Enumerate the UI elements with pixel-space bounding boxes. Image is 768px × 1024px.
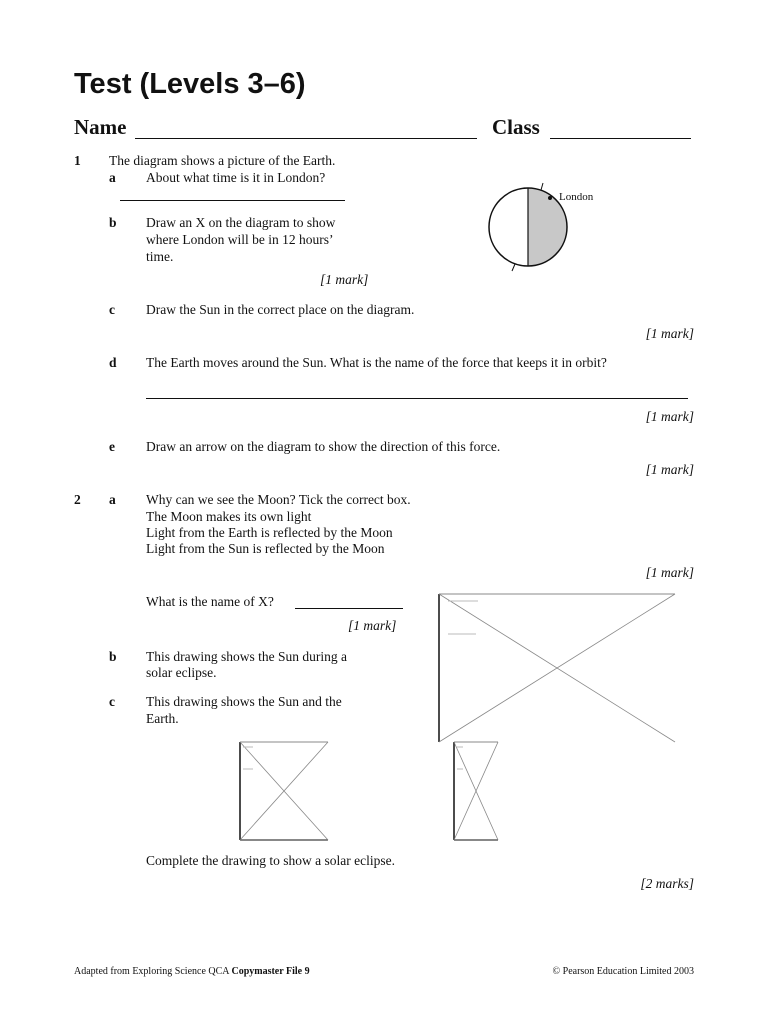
q2a-mark: [1 mark]	[645, 565, 694, 580]
q1-number: 1	[74, 153, 81, 168]
q2a-letter: a	[109, 492, 116, 507]
q1-intro: The diagram shows a picture of the Earth.	[109, 153, 336, 168]
q1c-text: Draw the Sun in the correct place on the diagram.	[146, 302, 415, 317]
footer-left	[74, 966, 310, 977]
q1c-mark: [1 mark]	[645, 326, 694, 341]
earth-diagram[interactable]	[470, 178, 610, 268]
q1c-letter: c	[109, 302, 115, 317]
q1e-mark: [1 mark]	[645, 462, 694, 477]
q2c-letter: c	[109, 694, 115, 709]
q1a-answer-line[interactable]	[120, 200, 345, 201]
q1a-text: About what time is it in London?	[146, 170, 326, 185]
q1b-letter: b	[109, 215, 117, 230]
name-label: Name	[74, 115, 127, 139]
q2a-x-mark: [1 mark]	[348, 618, 397, 633]
q2b-line-2: solar eclipse.	[146, 665, 217, 680]
class-label: Class	[492, 115, 540, 139]
footer-left-prefix: Adapted from Exploring Science QCA	[74, 966, 232, 977]
q2c-line-2: Earth.	[146, 711, 179, 726]
q1b-mark: [1 mark]	[320, 272, 369, 287]
q1d-answer-line[interactable]	[146, 398, 688, 399]
q1d-letter: d	[109, 355, 117, 370]
eclipse-image-placeholder	[438, 593, 676, 743]
q1b-line-1: Draw an X on the diagram to show	[146, 215, 336, 230]
page-title: Test (Levels 3–6)	[74, 68, 306, 100]
q2a-option-3[interactable]: Light from the Sun is reflected by the Moon	[146, 541, 385, 556]
q2a-option-1[interactable]: The Moon makes its own light	[146, 509, 312, 524]
q1b-line-3: time.	[146, 249, 174, 264]
q2-complete-mark: [2 marks]	[640, 876, 694, 891]
earth-axis-top	[541, 183, 543, 190]
sun-earth-image-placeholder-2	[453, 741, 499, 841]
q1a-letter: a	[109, 170, 116, 185]
q2a-x-answer-line[interactable]	[295, 608, 403, 609]
london-label: London	[559, 191, 594, 203]
q1d-mark: [1 mark]	[645, 409, 694, 424]
q2a-text: Why can we see the Moon? Tick the correct box.	[146, 492, 411, 507]
footer-left-bold: Copymaster File 9	[231, 966, 310, 977]
q2a-x-question: What is the name of X?	[146, 594, 274, 609]
q1e-letter: e	[109, 439, 115, 454]
footer-right: © Pearson Education Limited 2003	[552, 966, 694, 977]
q1b-line-2: where London will be in 12 hours’	[146, 232, 334, 247]
name-input-line[interactable]	[135, 138, 477, 139]
class-input-line[interactable]	[550, 138, 691, 139]
q2b-letter: b	[109, 649, 117, 664]
q1e-text: Draw an arrow on the diagram to show the direction of this force.	[146, 439, 501, 454]
sun-earth-image-placeholder-1	[239, 741, 329, 841]
q2-number: 2	[74, 492, 81, 507]
q2b-line-1: This drawing shows the Sun during a	[146, 649, 347, 664]
london-dot-icon	[548, 196, 552, 200]
q2-complete-text: Complete the drawing to show a solar eclipse.	[146, 853, 395, 868]
q2a-option-2[interactable]: Light from the Earth is reflected by the Moon	[146, 525, 393, 540]
q2c-line-1: This drawing shows the Sun and the	[146, 694, 342, 709]
earth-axis-bottom	[512, 264, 515, 271]
q1d-text: The Earth moves around the Sun. What is the name of the force that keeps it in orbit?	[146, 355, 607, 370]
